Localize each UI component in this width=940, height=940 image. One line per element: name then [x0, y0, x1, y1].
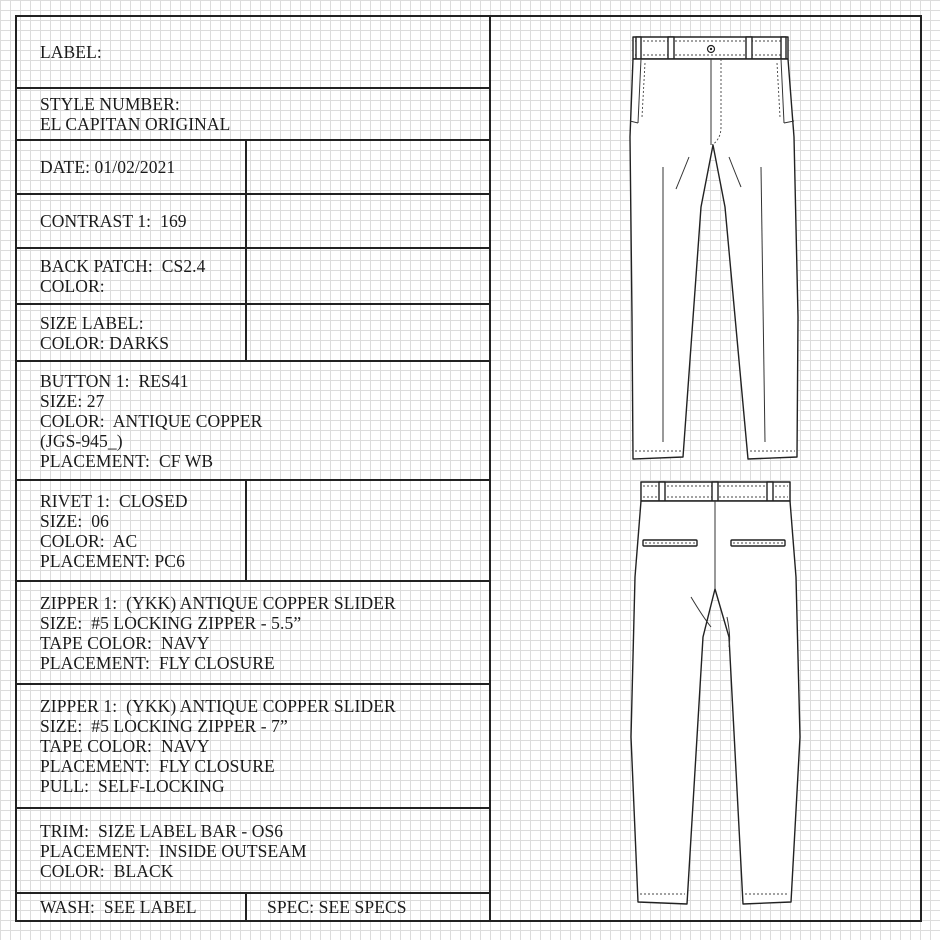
button-line-2: SIZE: 27: [40, 390, 105, 411]
zipper-b-cell: [17, 685, 489, 807]
trim-line-1: TRIM: SIZE LABEL BAR - OS6: [40, 820, 284, 841]
row-size-label: [17, 305, 491, 362]
size-label-cell: [17, 305, 247, 360]
row-contrast: [17, 195, 491, 249]
style-number-value: EL CAPITAN ORIGINAL: [40, 114, 231, 134]
back-patch-cell: [17, 249, 247, 303]
rivet-line-2: SIZE: 06: [40, 510, 109, 531]
button-line-3: COLOR: ANTIQUE COPPER: [40, 410, 263, 431]
row-style-number: [17, 89, 491, 141]
zipper-a-line-4: PLACEMENT: FLY CLOSURE: [40, 652, 275, 673]
row-label: [17, 17, 491, 89]
row-trim: [17, 809, 491, 894]
contrast-empty-cell: [247, 195, 489, 247]
row-zipper-b: [17, 685, 491, 809]
pants-front-icon: [630, 37, 798, 459]
size-label-color: COLOR: DARKS: [40, 332, 170, 353]
rivet-line-3: COLOR: AC: [40, 530, 138, 551]
button-cell: [17, 362, 489, 479]
date-cell: [17, 141, 247, 193]
row-wash-spec: [17, 894, 491, 920]
trim-line-3: COLOR: BLACK: [40, 860, 174, 881]
trim-cell: [17, 809, 489, 892]
back-patch-empty-cell: [247, 249, 489, 303]
pants-back-icon: [631, 482, 800, 904]
zipper-a-line-3: TAPE COLOR: NAVY: [40, 632, 210, 653]
rivet-line-4: PLACEMENT: PC6: [40, 550, 185, 571]
spec-sheet: [15, 15, 922, 922]
drawings-svg: [491, 17, 922, 920]
back-patch-color: COLOR:: [40, 276, 105, 296]
rivet-cell: [17, 481, 247, 580]
row-button: [17, 362, 491, 481]
spec-cell: [247, 894, 489, 920]
zipper-a-cell: [17, 582, 489, 683]
wash-cell: [17, 894, 247, 920]
zipper-b-line-2: SIZE: #5 LOCKING ZIPPER - 7”: [40, 716, 288, 736]
contrast-cell: [17, 195, 247, 247]
rivet-line-1: RIVET 1: CLOSED: [40, 490, 188, 511]
row-back-patch: [17, 249, 491, 305]
style-number-label: STYLE NUMBER:: [40, 94, 180, 114]
spec-line: SPEC: SEE SPECS: [267, 897, 407, 917]
size-label-line: SIZE LABEL:: [40, 312, 144, 333]
rivet-empty-cell: [247, 481, 489, 580]
button-line-1: BUTTON 1: RES41: [40, 370, 189, 391]
zipper-b-line-1: ZIPPER 1: (YKK) ANTIQUE COPPER SLIDER: [40, 696, 396, 716]
wash-line: WASH: SEE LABEL: [40, 897, 197, 917]
zipper-b-line-5: PULL: SELF-LOCKING: [40, 776, 225, 796]
date-empty-cell: [247, 141, 489, 193]
size-label-empty-cell: [247, 305, 489, 360]
style-number-cell: [17, 89, 489, 139]
label-cell: [17, 17, 489, 87]
label-line: LABEL:: [40, 42, 102, 62]
drawings-panel: [491, 17, 922, 920]
zipper-b-line-4: PLACEMENT: FLY CLOSURE: [40, 756, 275, 776]
button-line-5: PLACEMENT: CF WB: [40, 450, 214, 471]
zipper-b-line-3: TAPE COLOR: NAVY: [40, 736, 210, 756]
row-zipper-a: [17, 582, 491, 685]
row-date: [17, 141, 491, 195]
contrast-line: CONTRAST 1: 169: [40, 211, 187, 231]
trim-line-2: PLACEMENT: INSIDE OUTSEAM: [40, 840, 307, 861]
button-line-4: (JGS-945_): [40, 430, 123, 451]
back-patch-line: BACK PATCH: CS2.4: [40, 256, 206, 276]
zipper-a-line-1: ZIPPER 1: (YKK) ANTIQUE COPPER SLIDER: [40, 592, 396, 613]
date-line: DATE: 01/02/2021: [40, 157, 176, 177]
row-rivet: [17, 481, 491, 582]
zipper-a-line-2: SIZE: #5 LOCKING ZIPPER - 5.5”: [40, 612, 302, 633]
